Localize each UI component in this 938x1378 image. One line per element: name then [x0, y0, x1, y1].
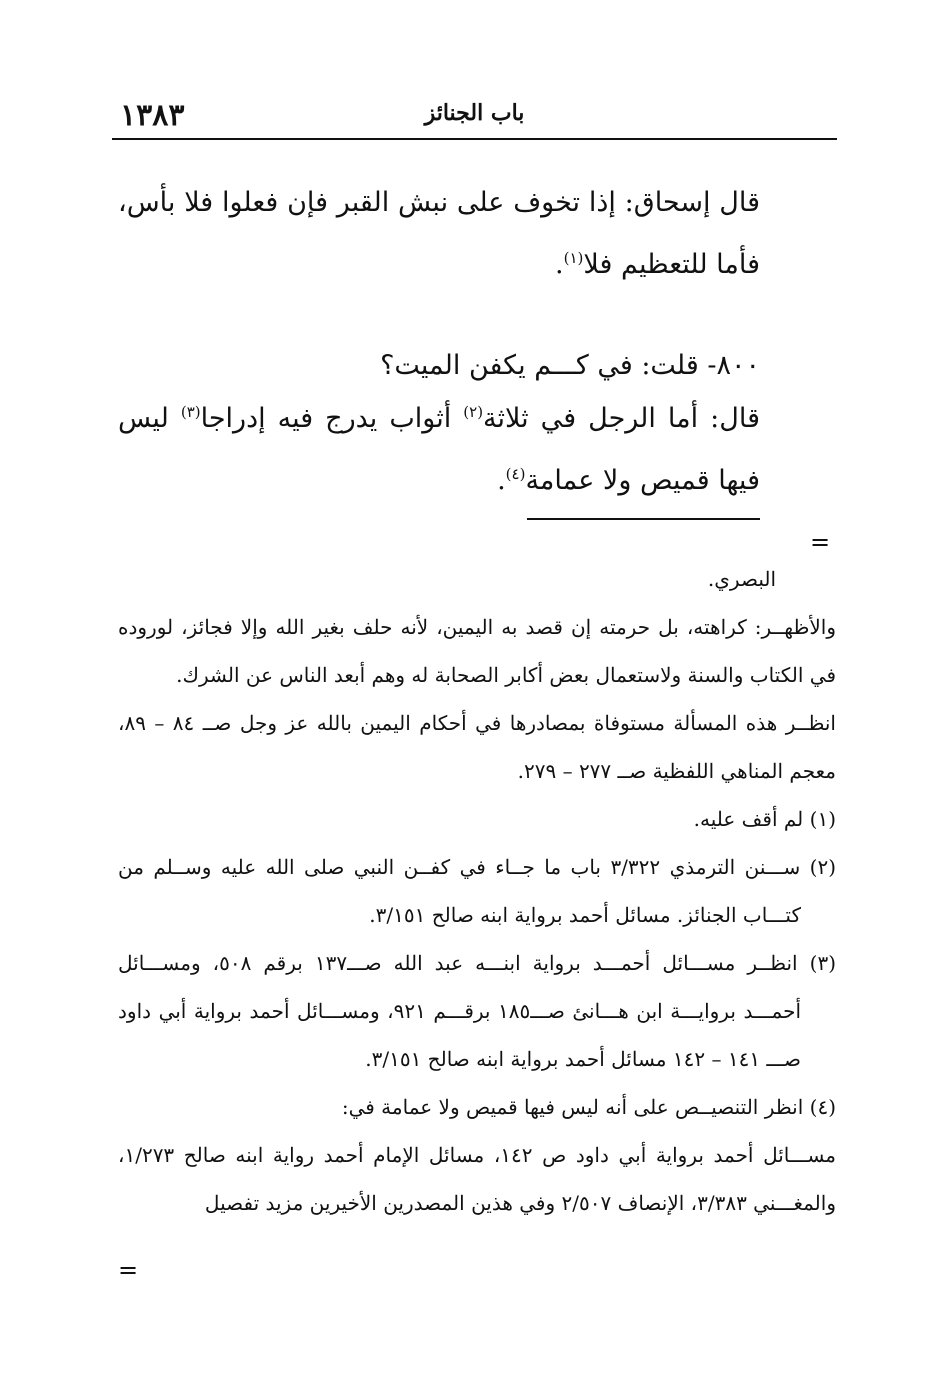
footnote-continuation-line: والأظهــر: كراهته، بل حرمته إن قصد به اليمين، لأنه حلف بغير الله وإلا فجائز، لوروده في الكتاب والسنة ولاستعمال بعض أكابر الصحابة له وهم أبعد الناس عن الشرك. [118, 615, 836, 687]
footnote-ref-2: (٢) [463, 403, 484, 421]
footnote-ref-3: (٣) [180, 403, 201, 421]
footnote-ref-4: (٤) [505, 465, 526, 483]
period: . [555, 249, 564, 280]
header-rule [112, 138, 837, 140]
answer-text-3: ليس فيها قميص ولا عمامة [118, 403, 760, 496]
page-number: ١٣٨٣ [120, 98, 185, 133]
footnote-ref-1: (١) [563, 249, 584, 267]
footnote-3: (٣) انظــر مســـائل أحمـــد برواية ابنـــه عبد الله صـــ١٣٧ برقم ٥٠٨، ومســـائل أحمـــد بروايـــة ابن هـــانئ صـــ١٨٥ برقـــم ٩٢١، ومســـائل أحمد برواية أبي داود صـــ ١٤١ – ١٤٢ مسائل أحمد برواية ابنه صالح ٣/١٥١. [118, 951, 836, 1071]
footnote-4-continuation: مســـائل أحمد برواية أبي داود ص ١٤٢، مسائل الإمام أحمد رواية ابنه صالح ١/٢٧٣، والمغـــني ٣/٣٨٣، الإنصاف ٢/٥٠٧ وفي هذين المصدرين الأخيرين مزيد تفصيل [118, 1143, 837, 1215]
paragraph-ishaq-text: قال إسحاق: إذا تخوف على نبش القبر فإن فعلوا فلا بأس، فأما للتعظيم فلا [118, 187, 760, 280]
answer-text-2: أثواب يدرج فيه إدراجا [200, 403, 464, 434]
footnote-continuation-line: البصري. [707, 567, 776, 591]
footnotes [118, 555, 836, 1227]
footnote-2: (٢) ســـنن الترمذي ٣/٣٢٢ باب ما جــاء في كفــن النبي صلى الله عليه وســلم من كتـــاب الجنائز. مسائل أحمد برواية ابنه صالح ٣/١٥١. [118, 855, 837, 927]
question-800: ٨٠٠- قلت: في كـــم يكفن الميت؟ [380, 350, 760, 381]
footnote-separator [527, 518, 760, 520]
answer-800 [118, 388, 760, 512]
page-header [112, 96, 837, 132]
answer-text-1: قال: أما الرجل في ثلاثة [483, 403, 760, 434]
running-title: باب الجنائز [424, 100, 525, 126]
paragraph-ishaq [118, 172, 760, 296]
answer-period: . [497, 465, 506, 496]
footnote-1: (١) لم أقف عليه. [693, 807, 836, 831]
footnote-4: (٤) انظر التنصيــص على أنه ليس فيها قميص ولا عمامة في: [341, 1095, 836, 1119]
continuation-mark-bottom: = [118, 1256, 139, 1284]
footnote-continuation-line: انظــر هذه المسألة مستوفاة بمصادرها في أحكام اليمين بالله عز وجل صــ ٨٤ – ٨٩، معجم المناهي اللفظية صــ ٢٧٧ – ٢٧٩. [118, 711, 836, 783]
continuation-mark-top: = [810, 528, 831, 556]
